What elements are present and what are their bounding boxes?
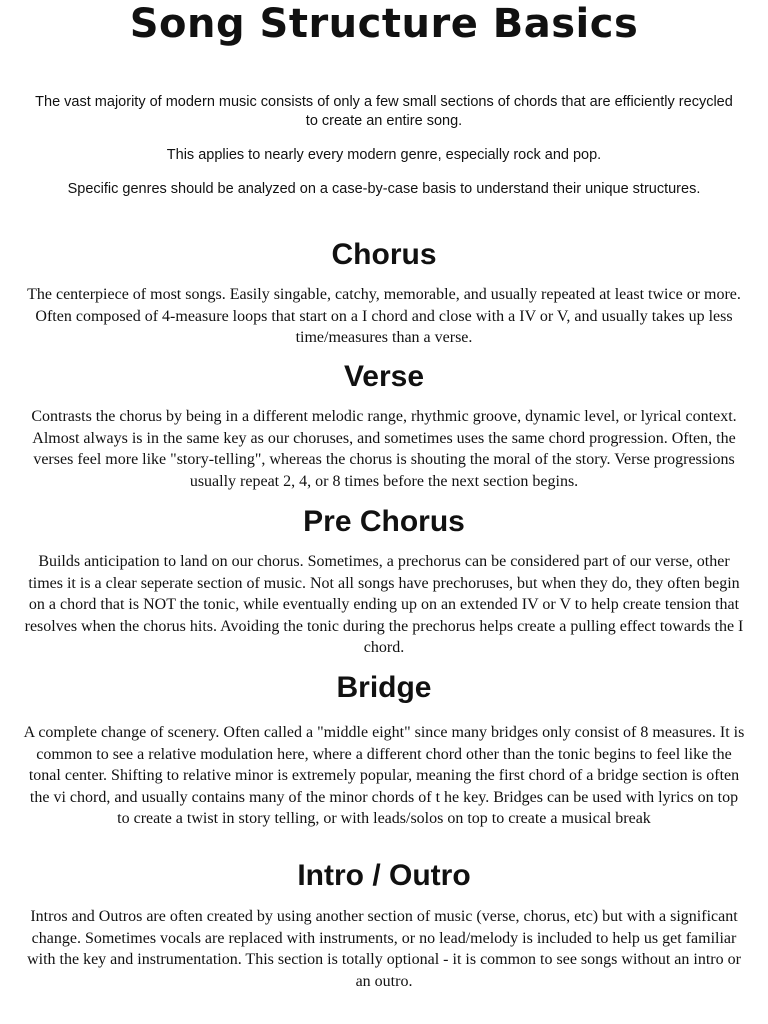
section-heading-intro-outro: Intro / Outro — [297, 859, 471, 892]
section-body-verse: Contrasts the chorus by being in a different melodic range, rhythmic groove, dynamic level, or lyrical context. Almost always is in the same key as our choruses, and sometimes uses the same chord progression. Often, the verses feel more like "story-telling", whereas the chorus is shouting the moral of the story. Verse progressions usually repeat 2, 4, or 8 times before the next section begins. — [31, 408, 737, 490]
section-heading-verse: Verse — [343, 360, 425, 393]
section-body-pre-chorus: Builds anticipation to land on our chorus. Sometimes, a prechorus can be considered part of our verse, other times it is a clear seperate section of music. Not all songs have prechoruses, but when they do, they often begin on a chord that is NOT the tonic, while eventually ending up on an extended IV or V to help create tension that resolves when the chorus hits. Avoiding the tonic during the prechorus helps create a pulling effect towards the I chord. — [24, 553, 744, 656]
intro-paragraph: The vast majority of modern music consists of only a few small sections of chords that are efficiently recycled to create an entire song. — [35, 94, 733, 129]
intro-block — [30, 93, 738, 214]
section-body-intro-outro: Intros and Outros are often created by using another section of music (verse, chorus, etc) but with a significant change. Sometimes vocals are replaced with instruments, or no lead/melody is included to help us get familiar with the key and instrumentation. This section is totally optional - it is common to see songs without an intro or an outro. — [27, 908, 741, 990]
section-body-bridge: A complete change of scenery. Often called a "middle eight" since many bridges only consist of 8 measures. It is common to see a relative modulation here, where a different chord other than the tonic begins to feel like the tonal center. Shifting to relative minor is extremely popular, meaning the first chord of a bridge section is often the vi chord, and usually contains many of the minor chords of t he key. Bridges can be used with lyrics on top to create a twist in story telling, or with leads/solos on top to create a musical break — [23, 724, 745, 827]
section-heading-bridge: Bridge — [336, 671, 432, 704]
section-heading-chorus: Chorus — [331, 238, 437, 271]
section-body-chorus: The centerpiece of most songs. Easily singable, catchy, memorable, and usually repeated at least twice or more. Often composed of 4-measure loops that start on a I chord and close with a IV or V, and usually takes up less time/measures than a verse. — [27, 286, 741, 346]
page-title: Song Structure Basics — [129, 1, 639, 47]
intro-paragraph: Specific genres should be analyzed on a case-by-case basis to understand their unique structures. — [67, 181, 701, 197]
intro-paragraph: This applies to nearly every modern genre, especially rock and pop. — [166, 147, 602, 163]
section-heading-pre-chorus: Pre Chorus — [303, 505, 465, 538]
